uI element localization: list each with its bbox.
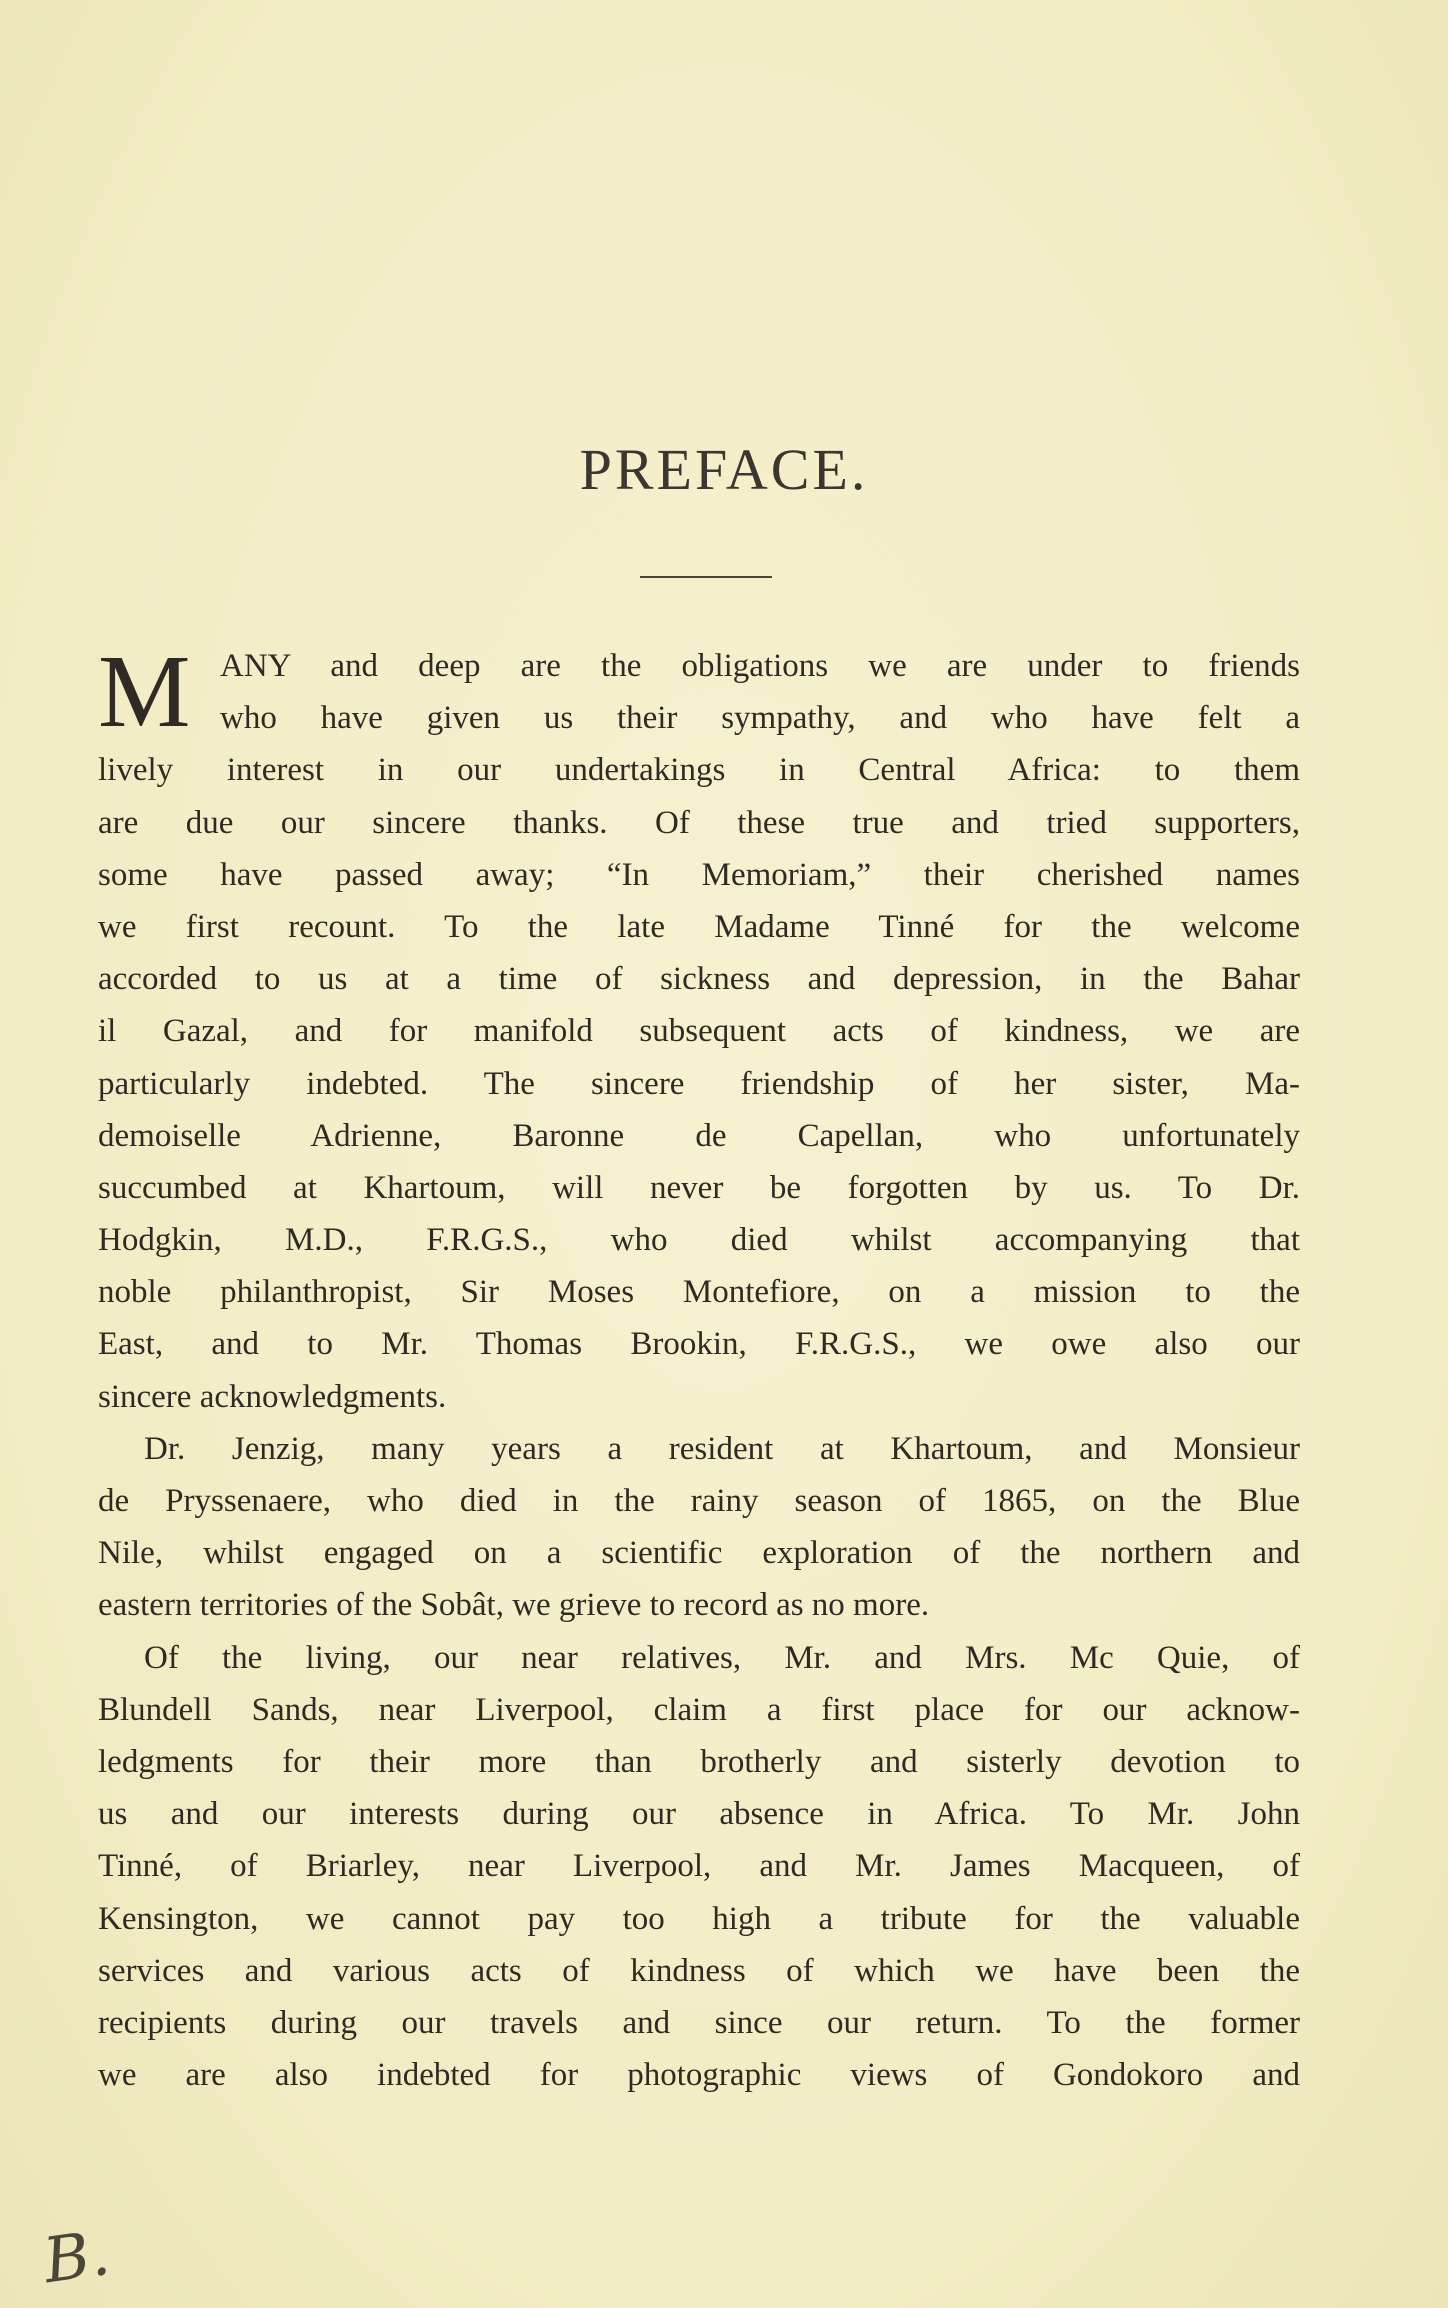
text-line: Dr. Jenzig, many years a resident at Khartoum, and Monsieur <box>144 1430 1300 1467</box>
title-rule <box>640 576 772 578</box>
text-line: Tinné, of Briarley, near Liverpool, and Mr. James Macqueen, of <box>98 1848 1300 1885</box>
text-line: succumbed at Khartoum, will never be forgotten by us. To Dr. <box>98 1169 1300 1206</box>
text-line: Hodgkin, M.D., F.R.G.S., who died whilst accompanying that <box>98 1222 1300 1259</box>
text-line: we first recount. To the late Madame Tinné for the welcome <box>98 908 1300 945</box>
text-line: eastern territories of the Sobât, we grieve to record as no more. <box>98 1587 930 1624</box>
text-line: ledgments for their more than brotherly and sisterly devotion to <box>98 1743 1300 1780</box>
text-line: accorded to us at a time of sickness and depression, in the Bahar <box>98 961 1300 998</box>
text-line: we are also indebted for photographic views of Gondokoro and <box>98 2057 1300 2094</box>
text-line: particularly indebted. The sincere friendship of her sister, Ma- <box>98 1065 1300 1102</box>
text-line: demoiselle Adrienne, Baronne de Capellan, who unfortunately <box>98 1117 1300 1154</box>
text-line: some have passed away; “In Memoriam,” their cherished names <box>98 856 1300 893</box>
text-line: noble philanthropist, Sir Moses Montefiore, on a mission to the <box>98 1274 1300 1311</box>
text-line: il Gazal, and for manifold subsequent acts of kindness, we are <box>98 1013 1300 1050</box>
text-line: East, and to Mr. Thomas Brookin, F.R.G.S., we owe also our <box>98 1326 1300 1363</box>
text-line: recipients during our travels and since our return. To the former <box>98 2004 1300 2041</box>
text-line: are due our sincere thanks. Of these true and tried supporters, <box>98 804 1300 841</box>
text-line: Kensington, we cannot pay too high a tribute for the valuable <box>98 1900 1300 1937</box>
text-line: us and our interests during our absence in Africa. To Mr. John <box>98 1796 1300 1833</box>
text-line: de Pryssenaere, who died in the rainy season of 1865, on the Blue <box>98 1483 1300 1519</box>
text-line: who have given us their sympathy, and who have felt a <box>220 700 1300 737</box>
text-line: Of the living, our near relatives, Mr. and Mrs. Mc Quie, of <box>144 1639 1300 1676</box>
text-line: Blundell Sands, near Liverpool, claim a first place for our acknow- <box>98 1691 1300 1728</box>
text-line: lively interest in our undertakings in Central Africa: to them <box>98 752 1300 789</box>
text-line: ANY and deep are the obligations we are under to friends <box>220 648 1300 684</box>
page-title: PREFACE. <box>579 437 869 502</box>
drop-cap: M <box>98 634 191 749</box>
handwritten-mark: B. <box>39 2215 115 2298</box>
text-line: Nile, whilst engaged on a scientific exploration of the northern and <box>98 1535 1300 1572</box>
text-line: sincere acknowledgments. <box>98 1378 447 1415</box>
text-line: services and various acts of kindness of which we have been the <box>98 1952 1300 1989</box>
preface-body <box>98 634 1300 2101</box>
